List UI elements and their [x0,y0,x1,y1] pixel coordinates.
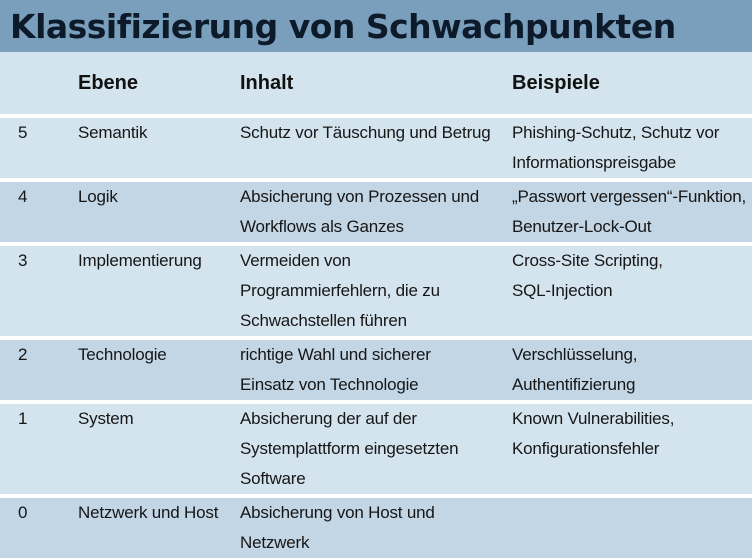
cell-level: Logik [60,180,222,244]
examples-line: Cross-Site Scripting, [512,251,663,270]
cell-examples [494,244,752,338]
cell-examples [494,180,752,244]
cell-content [222,338,494,402]
examples-line: Verschlüsselung, [512,345,638,364]
cell-num: 5 [0,116,60,180]
table-row [0,496,752,558]
cell-num: 3 [0,244,60,338]
cell-content [222,116,494,180]
table-body [0,116,752,558]
content-line: Netzwerk [240,533,310,552]
header-examples: Beispiele [512,71,600,94]
cell-num: 2 [0,338,60,402]
content-line: Workflows als Ganzes [240,217,404,236]
content-line: Systemplattform eingesetzten [240,439,459,458]
content-line: Vermeiden von [240,251,351,270]
examples-line: Authentifizierung [512,375,636,394]
examples-line: SQL-Injection [512,281,613,300]
content-line: Absicherung der auf der [240,409,417,428]
cell-content [222,402,494,496]
page-title: Klassifizierung von Schwachpunkten [0,0,752,52]
cell-level: Netzwerk und Host [60,496,222,558]
content-line: Schwachstellen führen [240,311,407,330]
examples-line: „Passwort vergessen“-Funktion, [512,187,746,206]
table-row [0,244,752,338]
examples-line: Informationspreisgabe [512,153,677,172]
cell-content [222,244,494,338]
cell-num: 1 [0,402,60,496]
table-row [0,116,752,180]
examples-line: Phishing-Schutz, Schutz vor [512,123,720,142]
cell-examples [494,338,752,402]
header-level: Ebene [78,71,139,94]
cell-content [222,496,494,558]
cell-level: Technologie [60,338,222,402]
table-row [0,338,752,402]
examples-line: Konfigurationsfehler [512,439,660,458]
header-content: Inhalt [240,71,294,94]
content-line: Absicherung von Host und [240,503,435,522]
examples-line: Known Vulnerabilities, [512,409,675,428]
table-header-row [0,52,752,116]
table-row [0,402,752,496]
cell-level: System [60,402,222,496]
examples-line: Benutzer-Lock-Out [512,217,652,236]
cell-num: 4 [0,180,60,244]
content-line: Absicherung von Prozessen und [240,187,479,206]
cell-examples [494,116,752,180]
content-line: Schutz vor Täuschung und Betrug [240,123,491,142]
table-row [0,180,752,244]
header-num [0,52,60,116]
content-line: Programmierfehlern, die zu [240,281,440,300]
content-line: Software [240,469,306,488]
cell-examples [494,496,752,558]
cell-examples [494,402,752,496]
content-line: Einsatz von Technologie [240,375,419,394]
content-line: richtige Wahl und sicherer [240,345,431,364]
cell-content [222,180,494,244]
cell-level: Implementierung [60,244,222,338]
cell-level: Semantik [60,116,222,180]
vulnerability-table [0,52,752,558]
cell-num: 0 [0,496,60,558]
